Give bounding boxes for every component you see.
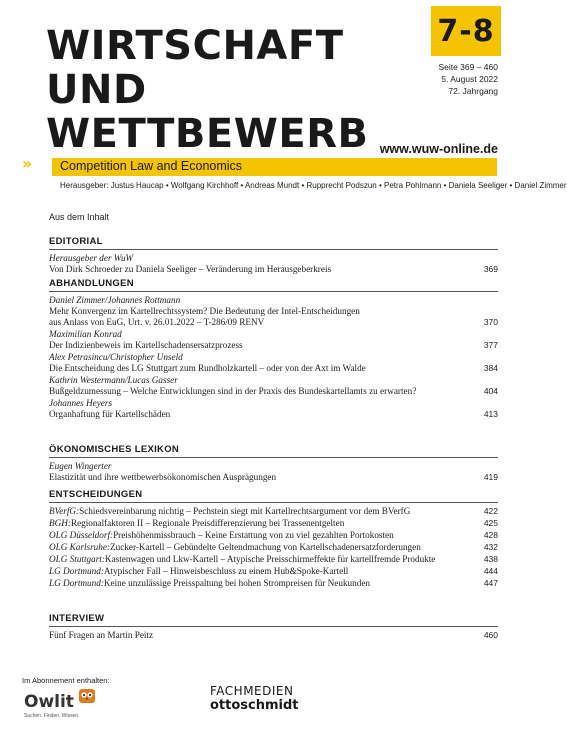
entry-author: Daniel Zimmer/Johannes Rottmann	[49, 295, 181, 305]
owlit-logo: Owlit	[24, 692, 74, 712]
issue-pages: Seite 369 – 460	[438, 62, 498, 72]
toc-entry[interactable]	[49, 566, 498, 577]
entry-page-number: 369	[483, 264, 498, 274]
entry-title-line: Der Indizienbeweis im Kartellschadensersatzprozess	[49, 340, 243, 350]
owl-icon	[79, 689, 95, 703]
entry-title-line: Mehr Konvergenz im Kartellrechtssystem? Die Bedeutung der Intel-Entscheidungen	[49, 306, 360, 316]
entry-author: Alex Petrasincu/Christopher Unseld	[49, 352, 183, 362]
entry-title-line	[49, 542, 468, 553]
toc-entry[interactable]	[49, 554, 498, 565]
entry-court: BGH:	[49, 518, 71, 528]
entry-title-text: Kastenwagen und Lkw-Kartell – Atypische Preisschirmeffekte für kartellfremde Produkte	[104, 554, 436, 564]
subtitle: Competition Law and Economics	[60, 159, 243, 173]
toc-entry[interactable]	[49, 329, 498, 351]
entry-title-text: Atypischer Fall – Hinweisbeschluss zu einem Hub&Spoke-Kartell	[103, 566, 349, 576]
entry-title-text: Keine unzulässige Preisspaltung bei hohen Strompreisen für Neukunden	[103, 578, 370, 588]
toc-section	[49, 278, 498, 420]
masthead-line-3: WETTBEWERB	[46, 111, 369, 157]
entry-page-number: 422	[483, 506, 498, 516]
entry-page-number: 404	[483, 386, 498, 396]
entry-title-line: Organhaftung für Kartellschäden	[49, 409, 171, 419]
entry-page-number: 432	[483, 542, 498, 552]
toc-entry[interactable]	[49, 461, 498, 483]
entry-title-line: Die Entscheidung des LG Stuttgart zum Rundholzkartell – oder von der Axt im Walde	[49, 363, 366, 373]
toc-section	[49, 444, 498, 483]
entry-court: OLG Karlsruhe:	[49, 542, 111, 552]
entry-court: LG Dortmund:	[49, 578, 104, 588]
section-title: ABHANDLUNGEN	[49, 278, 498, 292]
entry-author: Johannes Heyers	[49, 398, 113, 408]
entry-title-text: Regionalfaktoren II – Regionale Preisdifferenzierung bei Trassenentgelten	[70, 518, 345, 528]
entry-court: OLG Stuttgart:	[49, 554, 105, 564]
editors-line: Herausgeber: Justus Haucap • Wolfgang Kirchhoff • Andreas Mundt • Rupprecht Podszun • Petra Pohlmann • Daniela Seeliger • Daniel Zimmer	[60, 181, 567, 190]
masthead-line-1: WIRTSCHAFT	[46, 23, 344, 69]
entry-page-number: 460	[483, 630, 498, 640]
entry-title-line	[49, 578, 468, 589]
toc-entry[interactable]	[49, 375, 498, 397]
toc-entry[interactable]	[49, 398, 498, 420]
toc-entry[interactable]	[49, 542, 498, 553]
entry-page-number: 377	[483, 340, 498, 350]
entry-title-line: aus Anlass von EuG, Urt. v. 26.01.2022 – T-286/09 RENV	[49, 317, 265, 327]
entry-title-line: Bußgeldzumessung – Welche Entwicklungen sind in der Praxis des Bundeskartellamts zu erwarten?	[49, 386, 417, 396]
toc-entry[interactable]	[49, 578, 498, 589]
entry-page-number: 438	[483, 554, 498, 564]
subscription-note: Im Abonnement enthalten:	[22, 676, 110, 685]
entry-author: Herausgeber der WuW	[49, 253, 134, 263]
toc-section	[49, 236, 498, 275]
toc-section	[49, 613, 498, 641]
website-url: www.wuw-online.de	[379, 142, 498, 156]
entry-title-line: Fünf Fragen an Martin Peitz	[49, 630, 154, 640]
entry-page-number: 419	[483, 472, 498, 482]
entry-title-line	[49, 530, 468, 541]
entry-court: BVerfG:	[49, 506, 80, 516]
toc-entry[interactable]	[49, 253, 498, 275]
entry-title-text: Schiedsvereinbarung nichtig – Pechstein siegt mit Kartellrechtsargument vor dem BVerfG	[79, 506, 411, 516]
toc-entry[interactable]	[49, 518, 498, 529]
entry-title-text: Zucker-Kartell – Gebündelte Geltendmachung von Kartellschadenersatzforderungen	[110, 542, 421, 552]
entry-title-line	[49, 506, 468, 517]
entry-page-number: 428	[483, 530, 498, 540]
toc-entry[interactable]	[49, 530, 498, 541]
issue-number: 7-8	[437, 13, 495, 49]
entry-page-number: 447	[483, 578, 498, 588]
issue-number-badge	[431, 6, 501, 56]
double-chevron-icon: ››	[22, 154, 30, 173]
masthead-line-2: UND	[46, 67, 147, 113]
toc-entry[interactable]	[49, 352, 498, 374]
entry-title-line	[49, 518, 468, 529]
entry-author: Kathrin Westermann/Lucas Gasser	[49, 375, 178, 385]
section-title: ENTSCHEIDUNGEN	[49, 489, 498, 503]
fachmedien-logo: FACHMEDIEN	[210, 684, 294, 698]
toc-section	[49, 489, 498, 589]
entry-title-text: Preishöhenmissbrauch – Keine Erstattung von zu viel gezahlten Portokosten	[113, 530, 394, 540]
section-title: INTERVIEW	[49, 613, 498, 627]
entry-title-line	[49, 566, 468, 577]
issue-date: 5. August 2022	[441, 74, 498, 84]
entry-court: LG Dortmund:	[49, 566, 104, 576]
issue-volume: 72. Jahrgang	[448, 86, 498, 96]
toc-intro: Aus dem Inhalt	[49, 212, 110, 222]
toc-entry[interactable]	[49, 295, 498, 328]
section-title: EDITORIAL	[49, 236, 498, 250]
ottoschmidt-logo: ottoschmidt	[210, 698, 299, 713]
entry-author: Maximilian Konrad	[49, 329, 122, 339]
toc-entry[interactable]	[49, 506, 498, 517]
entry-page-number: 413	[483, 409, 498, 419]
toc-entry[interactable]	[49, 630, 498, 641]
entry-page-number: 370	[483, 317, 498, 327]
entry-author: Eugen Wingerter	[49, 461, 112, 471]
entry-page-number: 444	[483, 566, 498, 576]
section-title: ÖKONOMISCHES LEXIKON	[49, 444, 498, 458]
entry-page-number: 425	[483, 518, 498, 528]
entry-title-line	[49, 554, 468, 565]
entry-court: OLG Düsseldorf:	[49, 530, 114, 540]
entry-page-number: 384	[483, 363, 498, 373]
owlit-tagline: Suchen. Finden. Wissen.	[24, 713, 80, 719]
entry-title-line: Elastizität und ihre wettbewerbsökonomischen Ausprägungen	[49, 472, 277, 482]
entry-title-line: Von Dirk Schroeder zu Daniela Seeliger – Veränderung im Herausgeberkreis	[49, 264, 332, 274]
